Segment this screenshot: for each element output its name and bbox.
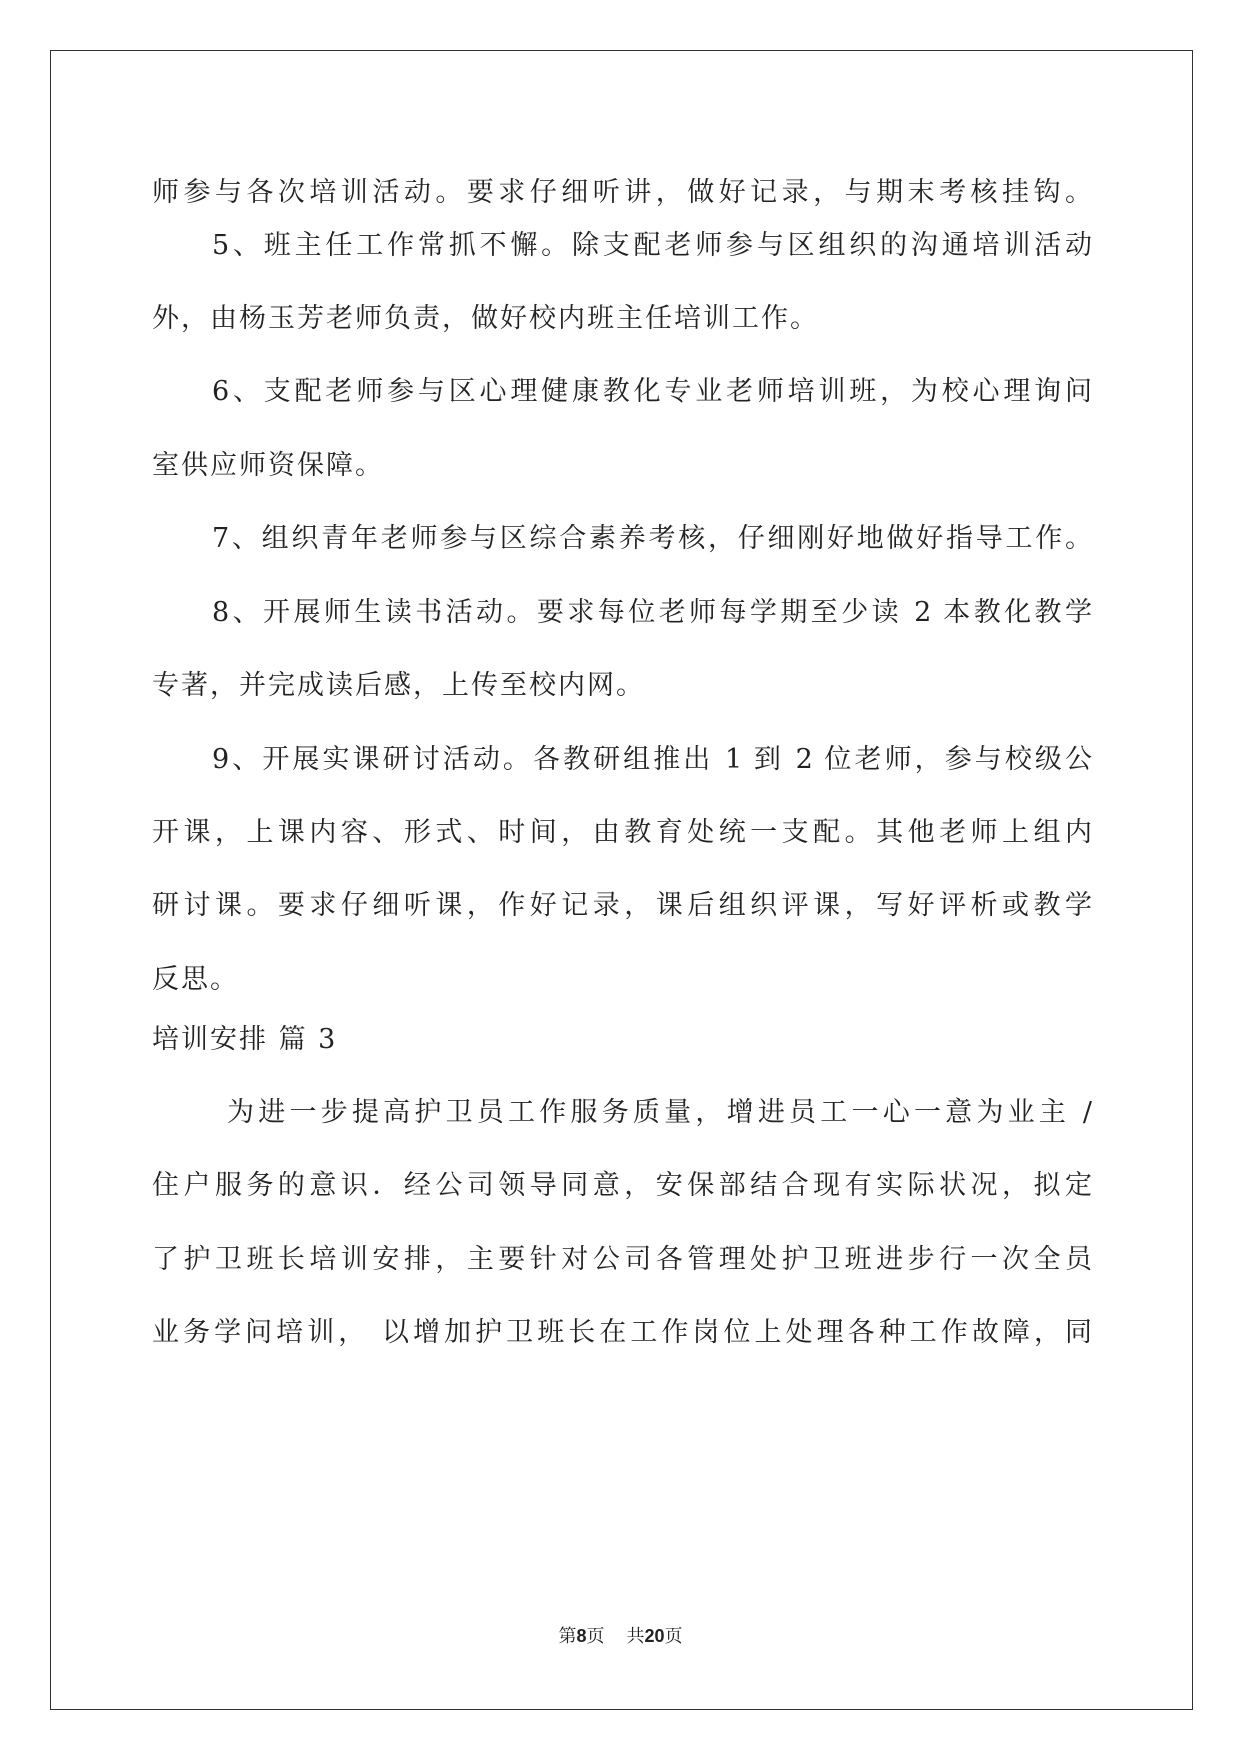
section-heading: 培训安排 篇 3 [152,1024,338,1055]
text-line: 反思。 [152,964,239,995]
text-line: 了护卫班长培训安排，主要针对公司各管理处护卫班进步行一次全员 [152,1244,1092,1275]
text-line: 室供应师资保障。 [152,450,384,481]
footer-mid: 页 [586,1626,605,1647]
text-line: 师参与各次培训活动。要求仔细听讲，做好记录，与期末考核挂钩。 [152,177,1092,208]
text-line: 外，由杨玉芳老师负责，做好校内班主任培训工作。 [152,303,819,334]
text-line: 开课，上课内容、形式、时间，由教育处统一支配。其他老师上组内 [152,817,1092,848]
text-line: 为进一步提高护卫员工作服务质量，增进员工一心一意为业主 / [227,1097,1092,1128]
text-line: 9、开展实课研讨活动。各教研组推出 1 到 2 位老师，参与校级公 [212,744,1092,775]
footer-suffix: 页 [664,1626,683,1647]
footer-total-prefix: 共 [626,1626,645,1647]
text-line: 专著，并完成读后感，上传至校内网。 [152,670,645,701]
text-line: 5、班主任工作常抓不懈。除支配老师参与区组织的沟通培训活动 [212,230,1092,261]
text-line: 6、支配老师参与区心理健康教化专业老师培训班，为校心理询问 [212,376,1092,407]
text-line: 业务学问培训， 以增加护卫班长在工作岗位上处理各种工作故障，同 [152,1317,1092,1348]
text-line: 研讨课。要求仔细听课，作好记录，课后组织评课，写好评析或教学 [152,890,1092,921]
page-number: 8 [576,1626,587,1646]
page-footer [0,1624,1241,1649]
text-line: 住户服务的意识．经公司领导同意，安保部结合现有实际状况，拟定 [152,1170,1092,1201]
page-total: 20 [644,1626,665,1646]
text-line: 8、开展师生读书活动。要求每位老师每学期至少读 2 本教化教学 [212,597,1092,628]
footer-prefix: 第 [558,1626,577,1647]
text-line: 7、组织青年老师参与区综合素养考核，仔细刚好地做好指导工作。 [212,523,1092,554]
